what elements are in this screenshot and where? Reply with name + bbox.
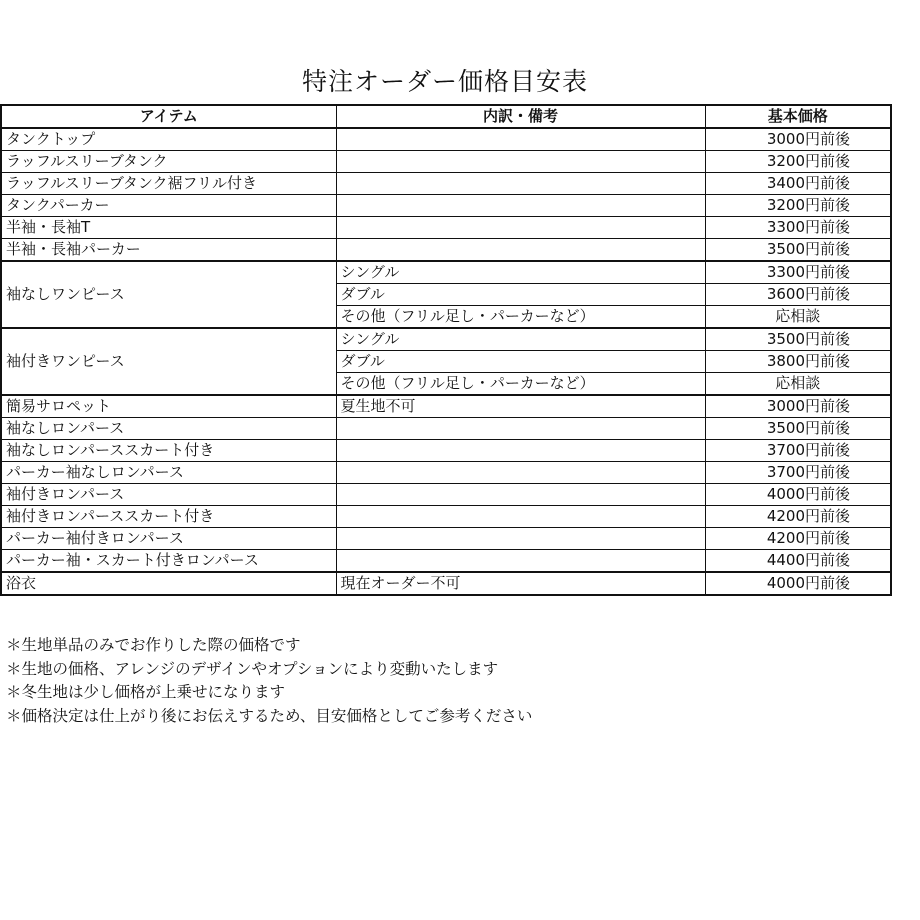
price-cell: 4400円前後 <box>705 550 891 573</box>
price-cell: 3500円前後 <box>705 239 891 262</box>
price-cell: 3500円前後 <box>705 418 891 440</box>
table-row <box>1 572 891 595</box>
table-row <box>1 550 891 573</box>
item-cell: ラッフルスリーブタンク <box>1 151 336 173</box>
item-cell: 袖なしロンパース <box>1 418 336 440</box>
note-cell <box>336 217 705 239</box>
note-cell: 現在オーダー不可 <box>336 572 705 595</box>
table-row <box>1 418 891 440</box>
table-row <box>1 440 891 462</box>
table-row <box>1 151 891 173</box>
note-cell: その他（フリル足し・パーカーなど） <box>336 306 705 329</box>
price-cell: 3800円前後 <box>705 351 891 373</box>
notes <box>6 634 532 728</box>
note-cell: シングル <box>336 261 705 284</box>
price-cell: 3000円前後 <box>705 395 891 418</box>
item-cell: 袖なしロンパーススカート付き <box>1 440 336 462</box>
note-cell <box>336 195 705 217</box>
note-cell: その他（フリル足し・パーカーなど） <box>336 373 705 396</box>
note-cell: ダブル <box>336 351 705 373</box>
price-cell: 3300円前後 <box>705 261 891 284</box>
page-title: 特注オーダー価格目安表 <box>301 67 588 96</box>
price-cell: 3700円前後 <box>705 462 891 484</box>
item-cell: パーカー袖なしロンパース <box>1 462 336 484</box>
note-cell <box>336 418 705 440</box>
table-row <box>1 462 891 484</box>
item-cell: 浴衣 <box>1 572 336 595</box>
note-cell <box>336 440 705 462</box>
price-cell: 4000円前後 <box>705 484 891 506</box>
note-line: ＊価格決定は仕上がり後にお伝えするため、目安価格としてご参考ください <box>6 706 533 725</box>
price-cell: 4000円前後 <box>705 572 891 595</box>
table-row <box>1 395 891 418</box>
table-row <box>1 261 891 284</box>
price-cell: 応相談 <box>705 373 891 396</box>
header-price: 基本価格 <box>705 105 891 128</box>
item-cell: 半袖・長袖T <box>1 217 336 239</box>
table-row <box>1 128 891 151</box>
note-cell <box>336 506 705 528</box>
price-cell: 3400円前後 <box>705 173 891 195</box>
table-row <box>1 506 891 528</box>
note-cell <box>336 550 705 573</box>
table-row <box>1 239 891 262</box>
table-row <box>1 195 891 217</box>
item-cell: 半袖・長袖パーカー <box>1 239 336 262</box>
price-cell: 3700円前後 <box>705 440 891 462</box>
note-cell <box>336 528 705 550</box>
item-cell: 袖付きワンピース <box>1 328 336 395</box>
table-row <box>1 173 891 195</box>
item-cell: タンクトップ <box>1 128 336 151</box>
item-cell: 袖付きロンパース <box>1 484 336 506</box>
item-cell: 簡易サロペット <box>1 395 336 418</box>
item-cell: 袖付きロンパーススカート付き <box>1 506 336 528</box>
note-cell <box>336 484 705 506</box>
table-row <box>1 528 891 550</box>
table-header-row <box>1 105 891 128</box>
price-cell: 3600円前後 <box>705 284 891 306</box>
note-line: ＊生地単品のみでお作りした際の価格です <box>6 636 301 654</box>
price-cell: 3300円前後 <box>705 217 891 239</box>
price-cell: 4200円前後 <box>705 506 891 528</box>
price-cell: 3500円前後 <box>705 328 891 351</box>
note-cell <box>336 128 705 151</box>
note-line: ＊冬生地は少し価格が上乗せになります <box>6 683 286 701</box>
note-cell <box>336 239 705 262</box>
price-cell: 応相談 <box>705 306 891 329</box>
note-cell <box>336 462 705 484</box>
price-cell: 4200円前後 <box>705 528 891 550</box>
price-cell: 3200円前後 <box>705 151 891 173</box>
item-cell: ラッフルスリーブタンク裾フリル付き <box>1 173 336 195</box>
table-row <box>1 328 891 351</box>
header-note: 内訳・備考 <box>336 105 705 128</box>
note-cell: ダブル <box>336 284 705 306</box>
note-cell <box>336 151 705 173</box>
note-cell: シングル <box>336 328 705 351</box>
price-cell: 3200円前後 <box>705 195 891 217</box>
item-cell: パーカー袖付きロンパース <box>1 528 336 550</box>
item-cell: 袖なしワンピース <box>1 261 336 328</box>
note-line: ＊生地の価格、アレンジのデザインやオプションにより変動いたします <box>6 659 499 678</box>
header-item: アイテム <box>1 105 336 128</box>
table-row <box>1 217 891 239</box>
price-cell: 3000円前後 <box>705 128 891 151</box>
item-cell: パーカー袖・スカート付きロンパース <box>1 550 336 573</box>
note-cell: 夏生地不可 <box>336 395 705 418</box>
price-table <box>0 104 892 596</box>
table-row <box>1 484 891 506</box>
item-cell: タンクパーカー <box>1 195 336 217</box>
note-cell <box>336 173 705 195</box>
